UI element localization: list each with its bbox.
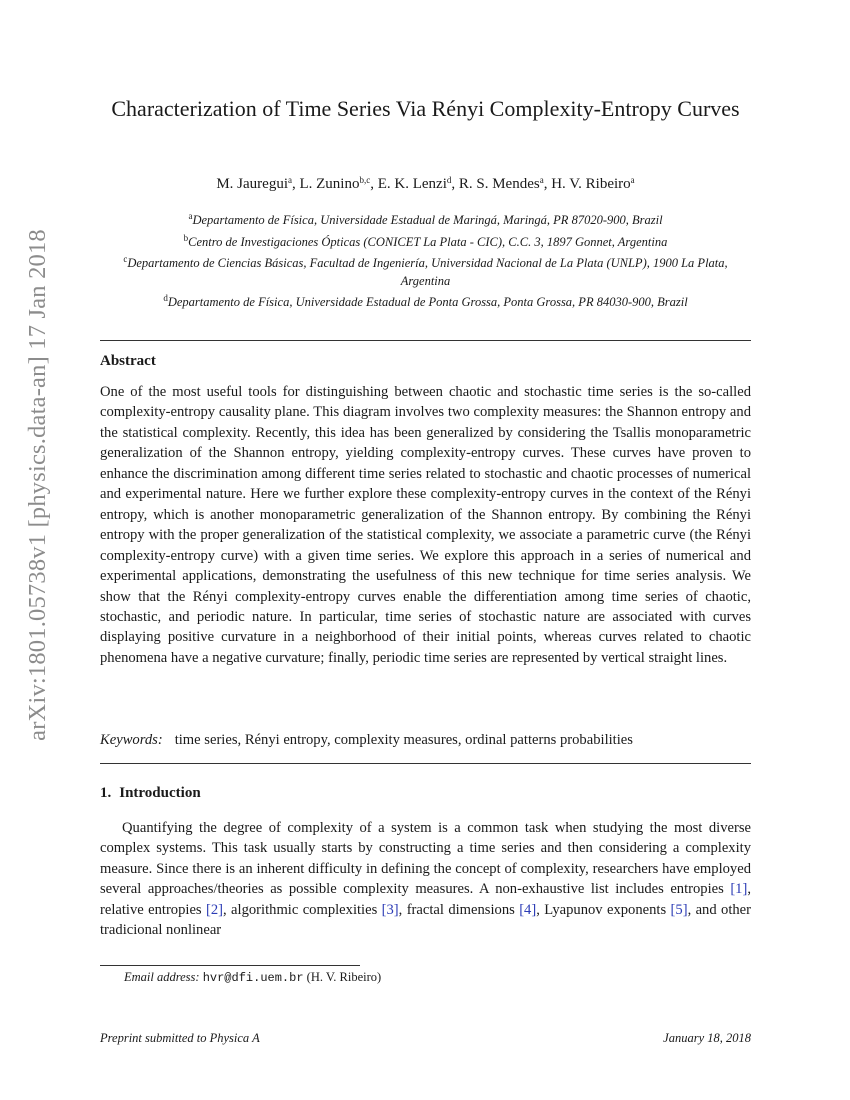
author: L. Zunino$^{b,c}$, [299,175,378,192]
affiliation: $^a$Departamento de Física, Universidade Estadual de Maringá, Maringá, PR 87020-900, Brazil [188,211,663,227]
abstract-heading: Abstract [100,353,156,369]
footnote [124,970,381,985]
affiliation: $^b$Centro de Investigaciones Ópticas (CONICET La Plata - CIC), C.C. 3, 1897 Gonnet, Argentina [183,232,668,249]
affiliation: $^d$Departamento de Física, Universidade Estadual de Ponta Grossa, Ponta Grossa, PR 84030-900, Brazil [163,293,688,309]
author: M. Jauregui$^a$, [216,175,300,192]
affiliation: $^c$Departamento de Ciencias Básicas, Facultad de Ingeniería, Universidad Nacional de La Plata (UNLP), 1900 La Plata, Argentina [123,254,728,288]
footer-date: January 18, 2018 [663,1031,751,1045]
author: H. V. Ribeiro$^a$ [551,175,635,192]
abstract-bottom-rule [100,763,751,764]
author: E. K. Lenzi$^d$, [377,175,459,192]
abstract-body: One of the most useful tools for distinguishing between chaotic and stochastic time series is the so-called complexity-entropy causality plane. This diagram involves two complexity measures: the Shannon entropy and the statistical complexity. Recently, this idea has been generalized by considering the Tsallis monoparametric generalization of the Shannon entropy, yielding complexity-entropy curves. These curves have proven to enhance the discrimination among different time series related to stochastic and chaotic processes of numerical and experimental nature. Here we further explore these complexity-entropy curves in the context of the Rényi entropy, which is another monoparametric generalization of the Shannon entropy. By combining the Rényi entropy with the proper generalization of the statistical complexity, we associate a parametric curve (the Rényi complexity-entropy curve) with a given time series. We explore this approach in a series of numerical and experimental applications, demonstrating the usefulness of this new technique for time series analysis. We show that the Rényi complexity-entropy curves enable the differentiation among time series of chaotic, stochastic, and periodic nature. In particular, time series of stochastic nature are associated with curves displaying positive curvature in a neighborhood of their initial points, whereas curves related to chaotic phenomena have a negative curvature; finally, periodic time series are represented by vertical straight lines. [100,384,751,666]
email-label: Email address: [124,970,200,984]
email-address[interactable]: hvr@dfi.uem.br [202,971,304,985]
footnote-rule [100,965,360,966]
author-list [100,175,751,193]
citation-link[interactable]: [1] [730,881,748,898]
citation-link[interactable]: [3] [381,901,399,918]
introduction-paragraph: Quantifying the degree of complexity of a system is a common task when studying the most diverse complex systems. This task usually starts by constructing a time series and then considering a complexity measure. Since there is an inherent difficulty in defining the concept of complexity, researchers have employed several approaches/theories as possible complexity measures. A non-exhaustive list includes entropies [1], relative entropies [2], algorithmic complexities [3], fractal dimensions [4], Lyapunov exponents [5], and other tradicional nonlinear [100,820,752,939]
footer-preprint-note: Preprint submitted to Physica A [100,1031,260,1045]
citation-link[interactable]: [4] [519,901,537,918]
arxiv-identifier: arXiv:1801.05738v1 [physics.data-an] 17 Jan 2018 [24,229,51,741]
keywords-label: Keywords: [100,732,163,748]
author: R. S. Mendes$^a$, [458,175,552,192]
section-heading-introduction: 1. Introduction [100,785,201,801]
abstract-top-rule [100,340,751,341]
keywords [100,732,751,749]
citation-link[interactable]: [5] [670,901,688,918]
arxiv-sidebar [0,0,70,1100]
affiliation-list [100,208,751,312]
citation-link[interactable]: [2] [206,901,224,918]
keywords-text: time series, Rényi entropy, complexity measures, ordinal patterns probabilities [174,732,633,748]
email-owner: (H. V. Ribeiro) [306,970,382,984]
paper-title: Characterization of Time Series Via Rényi Complexity-Entropy Curves [111,96,740,121]
